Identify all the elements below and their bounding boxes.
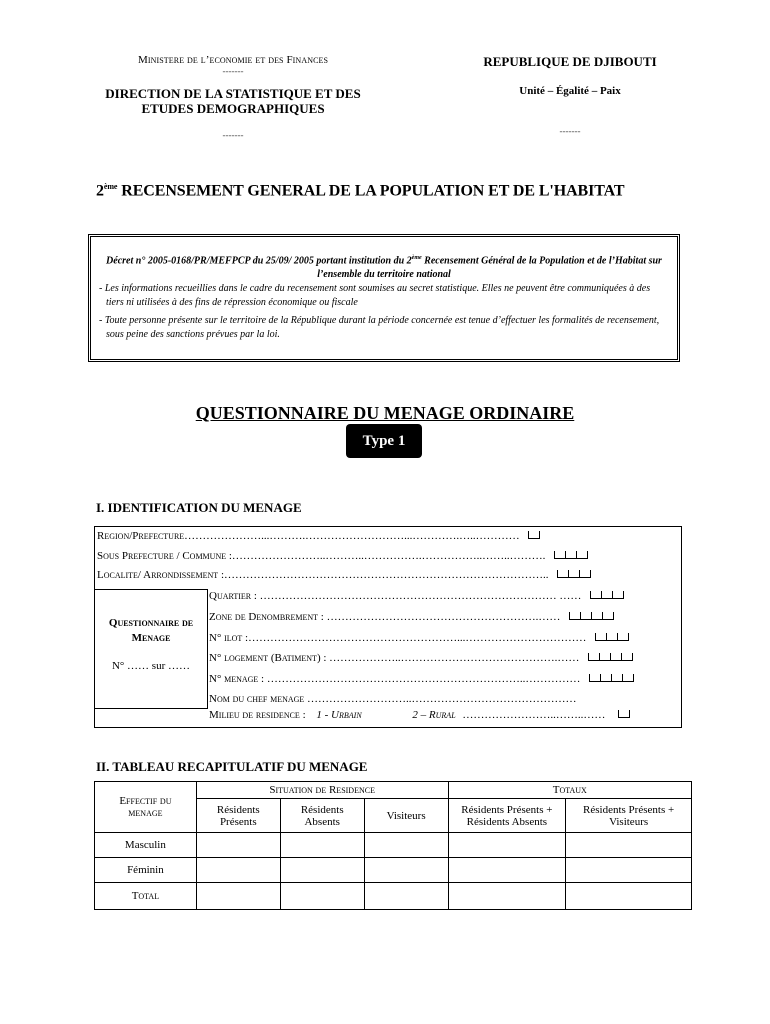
logement-code-boxes[interactable] <box>588 652 633 664</box>
recap-table <box>94 781 692 910</box>
col-total-rp-ra: Résidents Présents + Résidents Absents <box>448 799 566 833</box>
ilot-label: N° ilot :…………………………………………………...…………………………… <box>209 632 587 644</box>
table-row <box>95 858 692 883</box>
ministry-name: Ministere de l’economie et des Finances <box>137 54 329 66</box>
table-cell[interactable] <box>196 883 280 910</box>
decree-title-part2: Recensement Général de la Population et de l’Habitat sur l’ensemble du territoire national <box>317 255 662 281</box>
milieu-option-urbain: 1 - Urbain <box>316 709 362 721</box>
quartier-code-boxes[interactable] <box>590 590 624 602</box>
table-row <box>95 883 692 910</box>
zone-field[interactable] <box>209 611 614 623</box>
region-label: Region/Prefecture…………………...……….………………………...………….…..………… <box>97 530 520 542</box>
table-cell[interactable] <box>566 883 692 910</box>
decree-title <box>99 251 669 282</box>
questionnaire-count-number[interactable]: N° …… sur …… <box>111 660 191 672</box>
milieu-option-rural: 2 – Rural <box>412 709 456 721</box>
section-recap-heading: II. TABLEAU RECAPITULATIF DU MENAGE <box>96 759 368 774</box>
republic-name: REPUBLIQUE DE DJIBOUTI <box>483 54 657 69</box>
zone-label: Zone de Denombrement : ………………………………………………….…… <box>209 611 561 623</box>
logement-label: N° logement (Batiment) : ………………..…………………………………….…… <box>209 652 580 664</box>
direction-separator: ------- <box>222 130 244 140</box>
sous-prefecture-code-boxes[interactable] <box>554 550 588 562</box>
section-identification-heading: I. IDENTIFICATION DU MENAGE <box>96 500 302 515</box>
motto-separator: ------- <box>559 126 581 136</box>
row-label-masculin: Masculin <box>95 833 197 858</box>
questionnaire-count-title: Questionnaire de Menage <box>108 617 194 644</box>
sous-prefecture-label: Sous Prefecture / Commune :……………………..………..…………….……………..……..………. <box>97 550 546 562</box>
table-cell[interactable] <box>280 833 364 858</box>
table-cell[interactable] <box>364 858 448 883</box>
ilot-code-boxes[interactable] <box>595 632 629 644</box>
col-total-rp-vis: Résidents Présents + Visiteurs <box>566 799 692 833</box>
totaux-header: Totaux <box>448 782 691 799</box>
questionnaire-count-box <box>94 589 208 709</box>
table-cell[interactable] <box>448 858 566 883</box>
decree-title-sup: ème <box>411 255 422 261</box>
table-cell[interactable] <box>196 858 280 883</box>
menage-field[interactable] <box>209 673 634 685</box>
localite-code-boxes[interactable] <box>557 569 591 581</box>
table-cell[interactable] <box>566 833 692 858</box>
menage-label: N° menage : ……………………………………………………………..…………… <box>209 673 581 685</box>
table-cell[interactable] <box>196 833 280 858</box>
table-cell[interactable] <box>364 883 448 910</box>
census-title-text: RECENSEMENT GENERAL DE LA POPULATION ET DE L'HABITAT <box>117 182 625 200</box>
questionnaire-title: QUESTIONNAIRE DU MENAGE ORDINAIRE <box>195 403 575 423</box>
ministry-header <box>88 54 378 140</box>
table-cell[interactable] <box>364 833 448 858</box>
national-motto: Unité – Égalité – Paix <box>519 85 621 97</box>
quartier-label: Quartier : ……………………………………………………………………… …… <box>209 590 582 602</box>
identification-box <box>94 526 682 728</box>
localite-label: Localite/ Arrondissement :…………………………………………………………………………….. <box>97 569 549 581</box>
row-label-feminin: Féminin <box>95 858 197 883</box>
type-badge: Type 1 <box>346 424 422 458</box>
effectif-header: Effectif du menage <box>95 782 197 833</box>
situation-header: Situation de Residence <box>196 782 448 799</box>
row-label-total: Total <box>95 883 197 910</box>
logement-field[interactable] <box>209 652 633 664</box>
localite-field[interactable] <box>97 569 591 581</box>
census-ordinal-sup: ème <box>103 182 118 191</box>
zone-code-boxes[interactable] <box>569 611 614 623</box>
decree-paragraph-confidentiality: - Les informations recueillies dans le cadre du recensement sont soumises au secret statistique. Elles ne peuvent être communiquées à des tiers ni utilisées à des fins de répression économique ou fiscale <box>99 283 651 309</box>
census-ordinal: 2 <box>96 182 104 200</box>
region-code-boxes[interactable] <box>528 530 540 542</box>
table-cell[interactable] <box>448 833 566 858</box>
chef-menage-label: Nom du chef menage ………………………..……………………………………… <box>209 693 577 705</box>
region-field[interactable] <box>97 530 540 542</box>
milieu-label: Milieu de residence : <box>209 709 306 721</box>
decree-title-part1: Décret n° 2005-0168/PR/MEFPCP du 25/09/ 2005 portant institution du 2 <box>106 255 412 267</box>
col-residents-presents: Résidents Présents <box>196 799 280 833</box>
table-cell[interactable] <box>566 858 692 883</box>
table-cell[interactable] <box>280 858 364 883</box>
sous-prefecture-field[interactable] <box>97 550 588 562</box>
table-cell[interactable] <box>280 883 364 910</box>
milieu-code-box[interactable] <box>618 709 630 721</box>
direction-name: DIRECTION DE LA STATISTIQUE ET DES ETUDES DEMOGRAPHIQUES <box>105 86 361 116</box>
ilot-field[interactable] <box>209 632 629 644</box>
table-cell[interactable] <box>448 883 566 910</box>
col-visiteurs: Visiteurs <box>364 799 448 833</box>
table-row <box>95 833 692 858</box>
col-residents-absents: Résidents Absents <box>280 799 364 833</box>
census-title <box>96 182 624 200</box>
decree-paragraph-obligation: - Toute personne présente sur le territoire de la République durant la période concernée est tenue d’effectuer les formalités de recensement, sous peine des sanctions prévues par la loi. <box>99 315 660 341</box>
ministry-separator: ------- <box>222 66 244 76</box>
quartier-field[interactable] <box>209 590 624 602</box>
milieu-dots: ……………………..……..…… <box>462 709 606 721</box>
milieu-field[interactable] <box>209 709 630 721</box>
decree-box <box>88 234 680 362</box>
menage-code-boxes[interactable] <box>589 673 634 685</box>
chef-menage-field[interactable] <box>209 693 577 705</box>
republic-header <box>470 54 670 136</box>
